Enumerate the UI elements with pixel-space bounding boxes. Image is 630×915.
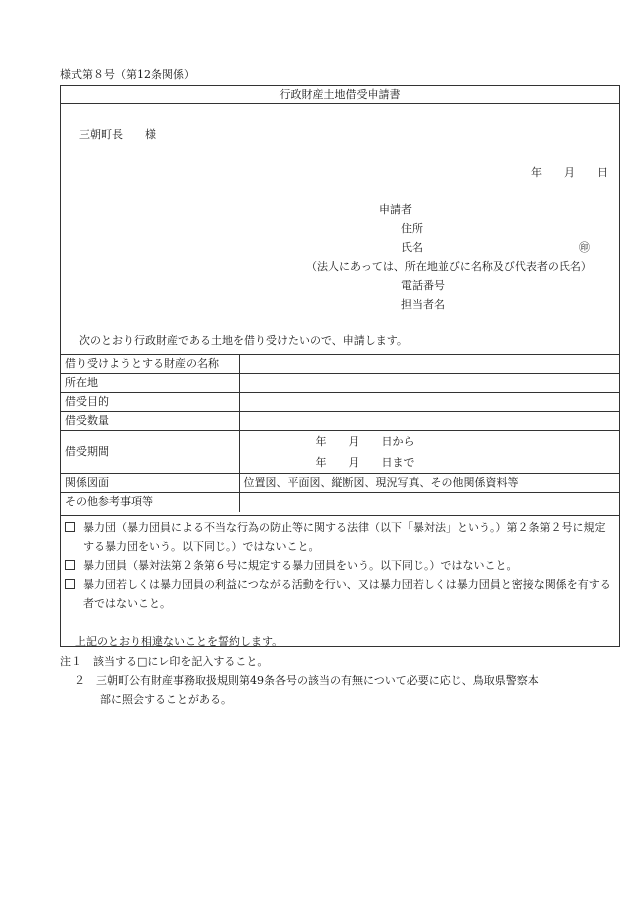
pledge-text: 暴力団若しくは暴力団員の利益につながる活動を行い、又は暴力団若しくは暴力団員と密接な関係を有する者ではないこと。	[83, 578, 611, 610]
other-notes-field[interactable]	[239, 493, 619, 512]
table-row	[61, 474, 619, 493]
table-row	[61, 431, 619, 474]
table-row	[61, 374, 619, 393]
form-number: 様式第８号（第12条関係）	[60, 68, 195, 81]
purpose-label: 借受目的	[61, 393, 239, 412]
period-field[interactable]	[239, 431, 619, 474]
seal-mark: ㊞	[579, 241, 590, 254]
pledge-text: 暴力団（暴力団員による不当な行為の防止等に関する法律（以下「暴対法」という。）第２条第２号に規定する暴力団をいう。以下同じ。）ではないこと。	[83, 521, 606, 553]
form-title: 行政財産土地借受申請書	[61, 86, 619, 104]
date-month-label: 月	[564, 166, 575, 179]
period-to: 年 月 日まで	[315, 456, 415, 469]
pledge-checkbox[interactable]	[65, 579, 75, 589]
details-table	[61, 354, 619, 512]
purpose-field[interactable]	[239, 393, 619, 412]
property-name-label: 借り受けようとする財産の名称	[61, 355, 239, 374]
applicant-contact-label: 担当者名	[401, 298, 445, 311]
location-field[interactable]	[239, 374, 619, 393]
pledge-item	[65, 518, 613, 556]
table-row	[61, 393, 619, 412]
drawings-label: 関係図面	[61, 474, 239, 493]
applicant-label: 申請者	[379, 203, 412, 216]
pledge-item	[65, 575, 613, 613]
period-from: 年 月 日から	[315, 435, 415, 448]
oath-text: 上記のとおり相違ないことを誓約します。	[75, 635, 284, 648]
applicant-name-label: 氏名	[401, 241, 423, 254]
period-label: 借受期間	[61, 431, 239, 474]
table-row	[61, 493, 619, 512]
location-label: 所在地	[61, 374, 239, 393]
application-form	[60, 85, 620, 647]
quantity-label: 借受数量	[61, 412, 239, 431]
note-2-continued: 部に照会することがある。	[100, 693, 232, 706]
drawings-value: 位置図、平面図、縦断図、現況写真、その他関係資料等	[239, 474, 619, 493]
property-name-field[interactable]	[239, 355, 619, 374]
addressee: 三朝町長 様	[79, 128, 156, 141]
other-notes-label: その他参考事項等	[61, 493, 239, 512]
request-text: 次のとおり行政財産である土地を借り受けたいので、申請します。	[79, 334, 408, 347]
pledge-checkbox[interactable]	[65, 560, 75, 570]
note-2: ２ 三朝町公有財産事務取扱規則第49条各号の該当の有無について必要に応じ、鳥取県警察本	[74, 674, 539, 687]
applicant-phone-label: 電話番号	[401, 279, 445, 292]
notes	[60, 652, 539, 709]
applicant-address-label: 住所	[401, 222, 423, 235]
pledge-checkbox[interactable]	[65, 522, 75, 532]
date-year-label: 年	[531, 166, 542, 179]
pledge-section	[61, 515, 619, 651]
pledge-text: 暴力団員（暴対法第２条第６号に規定する暴力団員をいう。以下同じ。）ではないこと。	[83, 559, 518, 572]
table-row	[61, 355, 619, 374]
note-1: 注１ 該当する□にレ印を記入すること。	[60, 655, 269, 668]
date-field[interactable]	[531, 166, 608, 180]
quantity-field[interactable]	[239, 412, 619, 431]
pledge-item	[65, 556, 613, 575]
table-row	[61, 412, 619, 431]
date-day-label: 日	[597, 166, 608, 179]
corporate-note: （法人にあっては、所在地並びに名称及び代表者の氏名）	[306, 260, 592, 273]
